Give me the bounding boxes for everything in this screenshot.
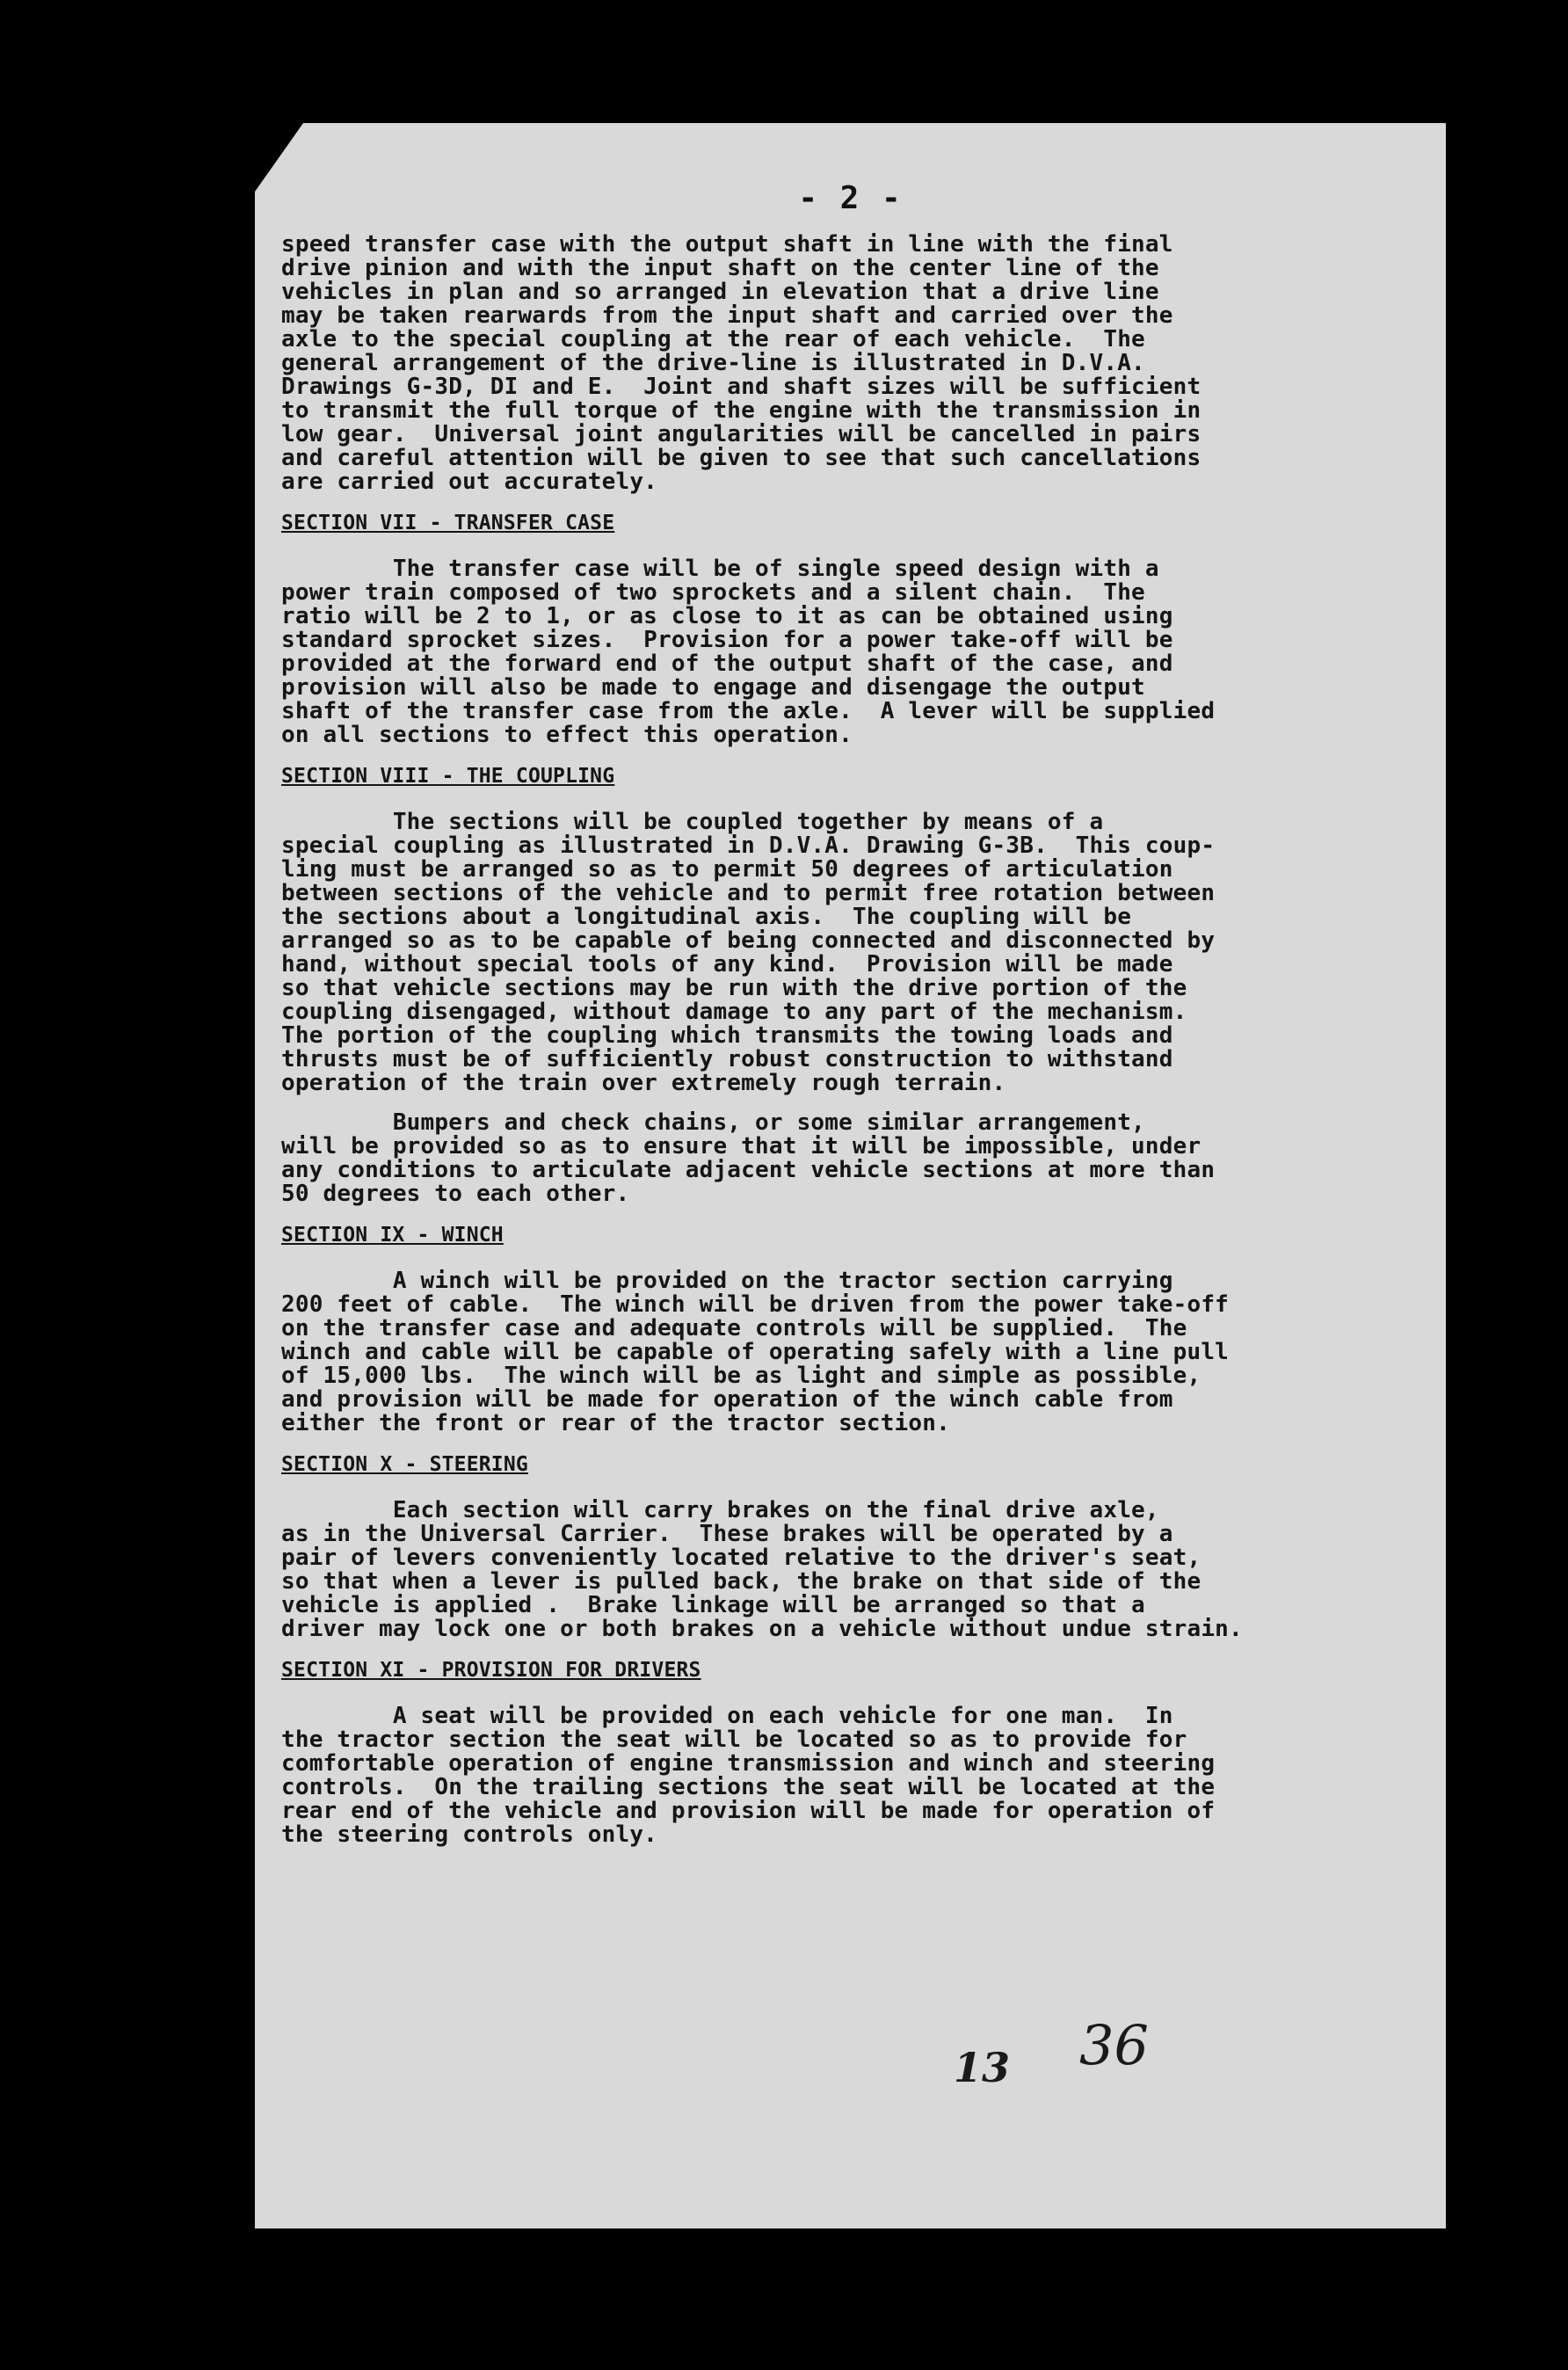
text-line: on all sections to effect this operation.	[281, 722, 853, 748]
section-paragraph	[281, 811, 1433, 1095]
handwritten-mark-right: 36	[1079, 2013, 1149, 2077]
text-line: driver may lock one or both brakes on a vehicle without undue strain.	[281, 1616, 1243, 1642]
text-line: as in the Universal Carrier. These brakes will be operated by a	[281, 1521, 1173, 1547]
text-line: low gear. Universal joint angularities will be cancelled in pairs	[281, 421, 1201, 447]
folded-corner	[255, 123, 303, 192]
text-line: arranged so as to be capable of being connected and disconnected by	[281, 927, 1216, 954]
text-line: on the transfer case and adequate controls will be supplied. The	[281, 1315, 1187, 1341]
text-line: any conditions to articulate adjacent vehicle sections at more than	[281, 1157, 1216, 1183]
document-section	[281, 1659, 1433, 1847]
text-line: ratio will be 2 to 1, or as close to it as can be obtained using	[281, 603, 1173, 629]
text-line: general arrangement of the drive-line is illustrated in D.V.A.	[281, 350, 1145, 376]
text-line: vehicles in plan and so arranged in elevation that a drive line	[281, 279, 1159, 305]
section-paragraph	[281, 1111, 1433, 1206]
document-section	[281, 765, 1433, 1206]
text-line: either the front or rear of the tractor section.	[281, 1410, 950, 1436]
document-section	[281, 1224, 1433, 1436]
document-body	[281, 233, 1433, 1863]
text-line: between sections of the vehicle and to permit free rotation between	[281, 880, 1216, 906]
section-paragraph	[281, 557, 1433, 747]
text-line: so that when a lever is pulled back, the brake on that side of the	[281, 1568, 1201, 1595]
text-line: so that vehicle sections may be run with the drive portion of the	[281, 975, 1187, 1001]
text-line: controls. On the trailing sections the seat will be located at the	[281, 1774, 1216, 1800]
section-heading: SECTION IX - WINCH	[281, 1224, 504, 1247]
text-line: power train composed of two sprockets and a silent chain. The	[281, 579, 1145, 606]
text-line: vehicle is applied . Brake linkage will be arranged so that a	[281, 1592, 1145, 1618]
section-heading: SECTION VII - TRANSFER CASE	[281, 512, 615, 534]
text-line: A seat will be provided on each vehicle for one man. In	[281, 1703, 1173, 1729]
text-line: thrusts must be of sufficiently robust construction to withstand	[281, 1046, 1173, 1072]
text-line: hand, without special tools of any kind. Provision will be made	[281, 951, 1173, 978]
text-line: speed transfer case with the output shaft in line with the final	[281, 231, 1173, 258]
text-line: drive pinion and with the input shaft on the center line of the	[281, 255, 1159, 281]
text-line: ling must be arranged so as to permit 50 degrees of articulation	[281, 856, 1173, 883]
text-line: standard sprocket sizes. Provision for a power take-off will be	[281, 627, 1173, 653]
text-line: coupling disengaged, without damage to any part of the mechanism.	[281, 999, 1187, 1025]
text-line: comfortable operation of engine transmission and winch and steering	[281, 1750, 1216, 1777]
text-line: A winch will be provided on the tractor section carrying	[281, 1268, 1173, 1294]
text-line: of 15,000 lbs. The winch will be as light and simple as possible,	[281, 1363, 1201, 1389]
text-line: provision will also be made to engage and disengage the output	[281, 674, 1145, 701]
text-line: rear end of the vehicle and provision will be made for operation of	[281, 1798, 1216, 1824]
text-line: to transmit the full torque of the engine with the transmission in	[281, 397, 1201, 424]
text-line: The portion of the coupling which transmits the towing loads and	[281, 1022, 1173, 1049]
text-line: will be provided so as to ensure that it will be impossible, under	[281, 1133, 1201, 1160]
text-line: the sections about a longitudinal axis. The coupling will be	[281, 904, 1132, 930]
text-line: the steering controls only.	[281, 1821, 658, 1848]
section-paragraph	[281, 1705, 1433, 1847]
page-number: - 2 -	[798, 180, 903, 216]
text-line: axle to the special coupling at the rear of each vehicle. The	[281, 326, 1145, 353]
text-line: and provision will be made for operation of the winch cable from	[281, 1386, 1173, 1413]
text-line: winch and cable will be capable of operating safely with a line pull	[281, 1339, 1230, 1365]
text-line: are carried out accurately.	[281, 469, 658, 495]
text-line: may be taken rearwards from the input shaft and carried over the	[281, 302, 1173, 329]
document-section	[281, 512, 1433, 747]
section-paragraph	[281, 1269, 1433, 1436]
text-line: The transfer case will be of single speed design with a	[281, 556, 1159, 582]
section-paragraph	[281, 1499, 1433, 1641]
text-line: Drawings G-3D, DI and E. Joint and shaft sizes will be sufficient	[281, 374, 1201, 400]
text-line: shaft of the transfer case from the axle. A lever will be supplied	[281, 698, 1216, 724]
section-heading: SECTION XI - PROVISION FOR DRIVERS	[281, 1659, 701, 1682]
document-page	[255, 123, 1446, 2228]
text-line: The sections will be coupled together by means of a	[281, 809, 1104, 835]
text-line: Each section will carry brakes on the final drive axle,	[281, 1497, 1159, 1523]
section-heading: SECTION X - STEERING	[281, 1453, 528, 1476]
text-line: 50 degrees to each other.	[281, 1181, 630, 1207]
handwritten-mark-left: 13	[954, 2044, 1011, 2091]
section-heading: SECTION VIII - THE COUPLING	[281, 765, 615, 788]
text-line: provided at the forward end of the output shaft of the case, and	[281, 651, 1173, 677]
text-line: 200 feet of cable. The winch will be driven from the power take-off	[281, 1291, 1230, 1318]
document-section	[281, 1453, 1433, 1641]
text-line: the tractor section the seat will be located so as to provide for	[281, 1727, 1187, 1753]
text-line: special coupling as illustrated in D.V.A. Drawing G-3B. This coup-	[281, 832, 1216, 859]
text-line: and careful attention will be given to see that such cancellations	[281, 445, 1201, 471]
text-line: operation of the train over extremely rough terrain.	[281, 1070, 1006, 1096]
text-line: pair of levers conveniently located relative to the driver's seat,	[281, 1545, 1201, 1571]
opening-paragraph	[281, 233, 1433, 494]
text-line: Bumpers and check chains, or some similar arrangement,	[281, 1109, 1145, 1136]
